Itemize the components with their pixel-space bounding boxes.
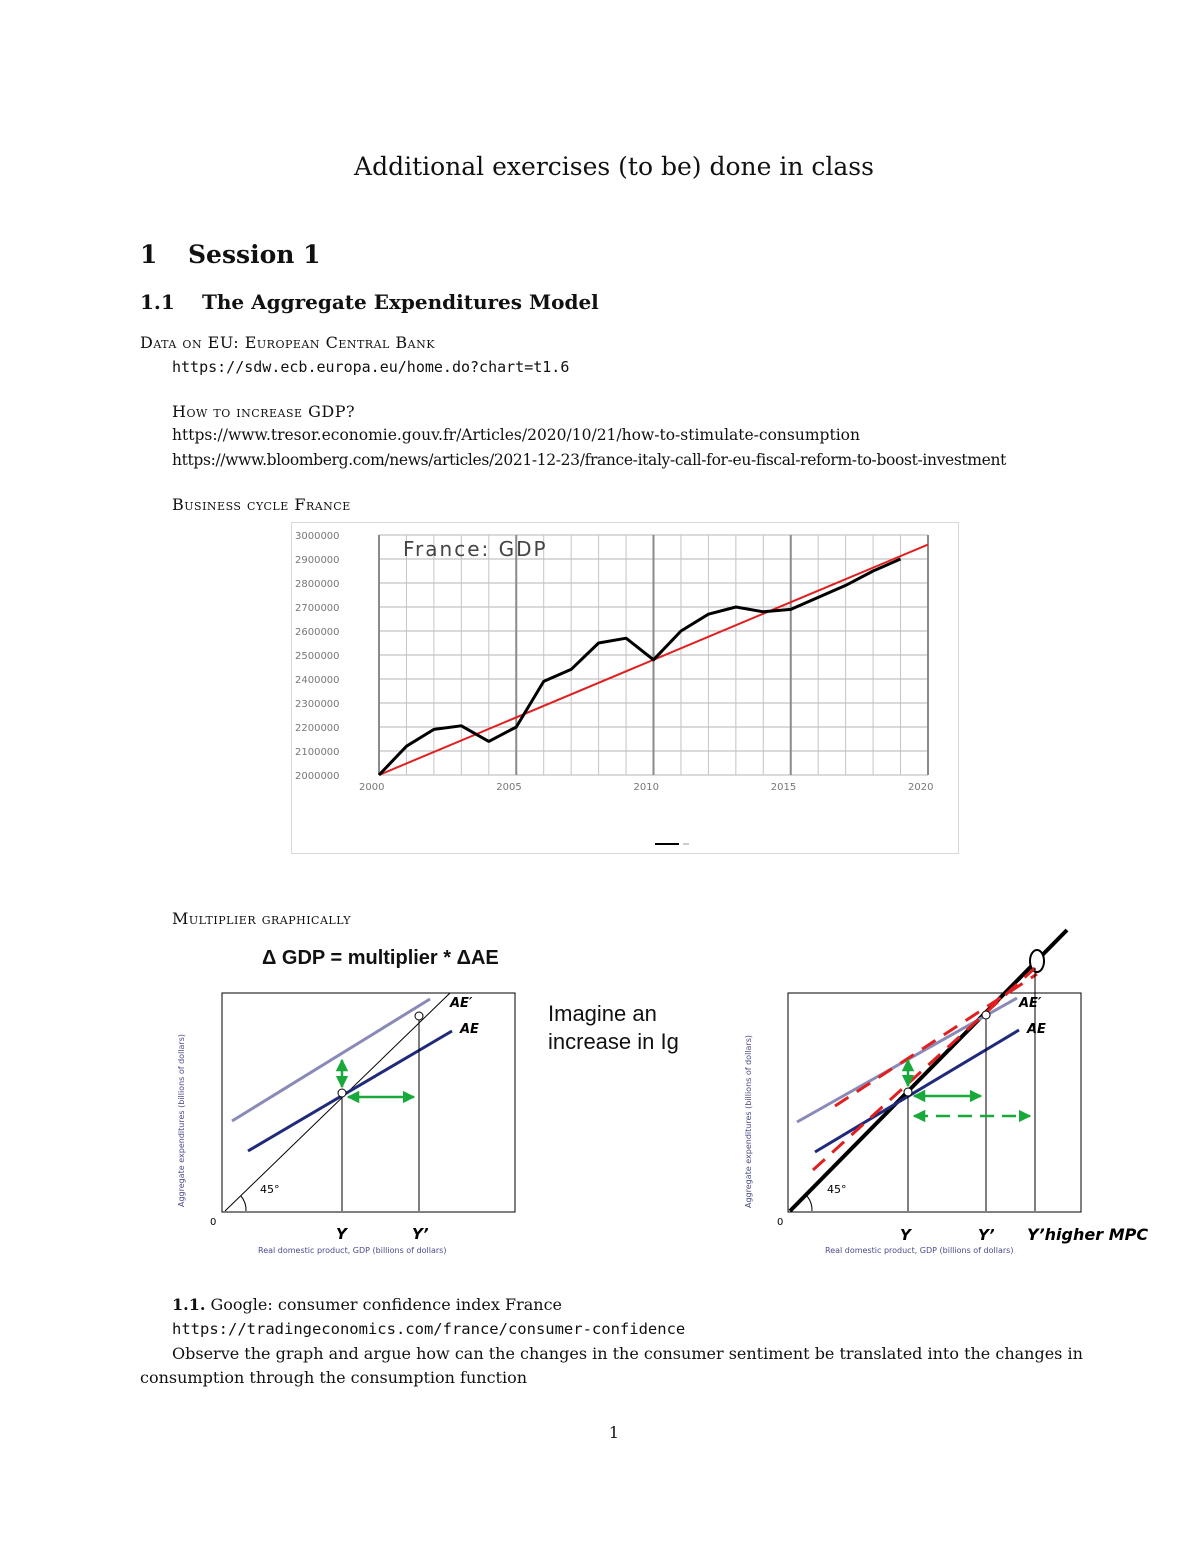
- business-cycle-label: Business cycle France: [172, 495, 351, 514]
- multiplier-formula: Δ GDP = multiplier * ΔAE: [262, 947, 499, 969]
- y-tick-label: 2200000: [295, 723, 340, 734]
- multiplier-label: Multiplier graphically: [172, 909, 352, 928]
- page-number: 1: [608, 1423, 620, 1442]
- equilibrium-point: [338, 1089, 346, 1097]
- angle-arc: [241, 1196, 246, 1211]
- chart-frame: [292, 523, 959, 854]
- trading-economics-link[interactable]: https://tradingeconomics.com/france/consumer-confidence: [172, 1320, 686, 1338]
- ae-prime-higher-mpc-line: [835, 974, 1037, 1106]
- new-equilibrium-point: [415, 1012, 423, 1020]
- chart-grid: [379, 535, 928, 775]
- y-tick-label: 2700000: [295, 603, 340, 614]
- x-tick-label: 2005: [496, 782, 522, 793]
- y-tick-label: 2000000: [295, 771, 340, 782]
- section-heading: [140, 240, 321, 269]
- section-title: Session 1: [188, 240, 321, 269]
- origin-label: 0: [777, 1217, 784, 1228]
- ae-prime-label: AE′: [450, 996, 473, 1011]
- y-label: Y: [900, 1226, 911, 1244]
- ae-higher-mpc-line: [813, 968, 1035, 1170]
- callout-text: [548, 1000, 679, 1056]
- origin-label: 0: [210, 1217, 217, 1228]
- 45-degree-line: [225, 993, 450, 1211]
- angle-label: 45°: [260, 1183, 280, 1196]
- ae-line: [815, 1030, 1019, 1152]
- subsection-title: The Aggregate Expenditures Model: [202, 290, 599, 314]
- 45-degree-line: [790, 930, 1067, 1211]
- callout-line-2: increase in Ig: [548, 1029, 679, 1054]
- callout-line-1: Imagine an: [548, 1001, 657, 1026]
- section-number: 1: [140, 240, 158, 269]
- y-tick-label: 3000000: [295, 531, 340, 542]
- y-axis-title: Aggregate expenditures (billions of dollars): [744, 1034, 753, 1208]
- y-tick-label: 2500000: [295, 651, 340, 662]
- ecb-link[interactable]: https://sdw.ecb.europa.eu/home.do?chart=t1.6: [172, 358, 570, 376]
- increase-gdp-label: How to increase GDP?: [172, 402, 356, 421]
- multiplier-diagram-right: [737, 920, 1157, 1260]
- gdp-chart: [291, 522, 959, 854]
- exercise-line: [172, 1295, 562, 1314]
- angle-arc: [807, 1196, 812, 1211]
- y-tick-label: 2600000: [295, 627, 340, 638]
- ae-label: AE: [1027, 1022, 1046, 1037]
- exercise-text: Google: consumer confidence index France: [210, 1295, 563, 1314]
- bloomberg-link[interactable]: https://www.bloomberg.com/news/articles/2021-12-23/france-italy-call-for-eu-fiscal-reform-to-boost-investment: [172, 451, 1006, 469]
- x-tick-label: 2020: [908, 782, 934, 793]
- y-higher-mpc-label: Y’higher MPC: [1027, 1225, 1149, 1244]
- document-title: Additional exercises (to be) done in class: [354, 152, 874, 181]
- angle-label: 45°: [827, 1183, 847, 1196]
- ae-label: AE: [460, 1022, 479, 1037]
- x-axis-title: Real domestic product, GDP (billions of dollars): [825, 1246, 1014, 1255]
- y-tick-label: 2300000: [295, 699, 340, 710]
- chart-title: France: GDP: [403, 537, 548, 561]
- x-axis-title: Real domestic product, GDP (billions of dollars): [258, 1246, 447, 1255]
- new-equilibrium-point: [982, 1011, 990, 1019]
- ae-prime-label: AE′: [1019, 996, 1042, 1011]
- x-tick-label: 2010: [633, 782, 659, 793]
- y-axis-title: Aggregate expenditures (billions of dollars): [177, 1033, 186, 1207]
- y-prime-label: Y’: [978, 1226, 995, 1244]
- y-tick-label: 2900000: [295, 555, 340, 566]
- y-prime-label: Y’: [412, 1225, 429, 1243]
- data-eu-label: Data on EU: European Central Bank: [140, 333, 435, 352]
- y-label: Y: [336, 1225, 347, 1243]
- x-tick-label: 2000: [359, 782, 385, 793]
- exercise-number: 1.1.: [172, 1295, 206, 1314]
- exercise-body: Observe the graph and argue how can the changes in the consumer sentiment be translated into the changes in consumption through the consumption function: [140, 1344, 1083, 1387]
- y-tick-label: 2800000: [295, 579, 340, 590]
- tresor-link[interactable]: https://www.tresor.economie.gouv.fr/Articles/2020/10/21/how-to-stimulate-consumption: [172, 426, 860, 444]
- multiplier-diagram-left: [170, 985, 520, 1260]
- equilibrium-point: [904, 1088, 912, 1096]
- y-tick-label: 2100000: [295, 747, 340, 758]
- subsection-number: 1.1: [140, 290, 175, 314]
- y-tick-label: 2400000: [295, 675, 340, 686]
- x-tick-label: 2015: [770, 782, 797, 793]
- subsection-heading: [140, 290, 599, 314]
